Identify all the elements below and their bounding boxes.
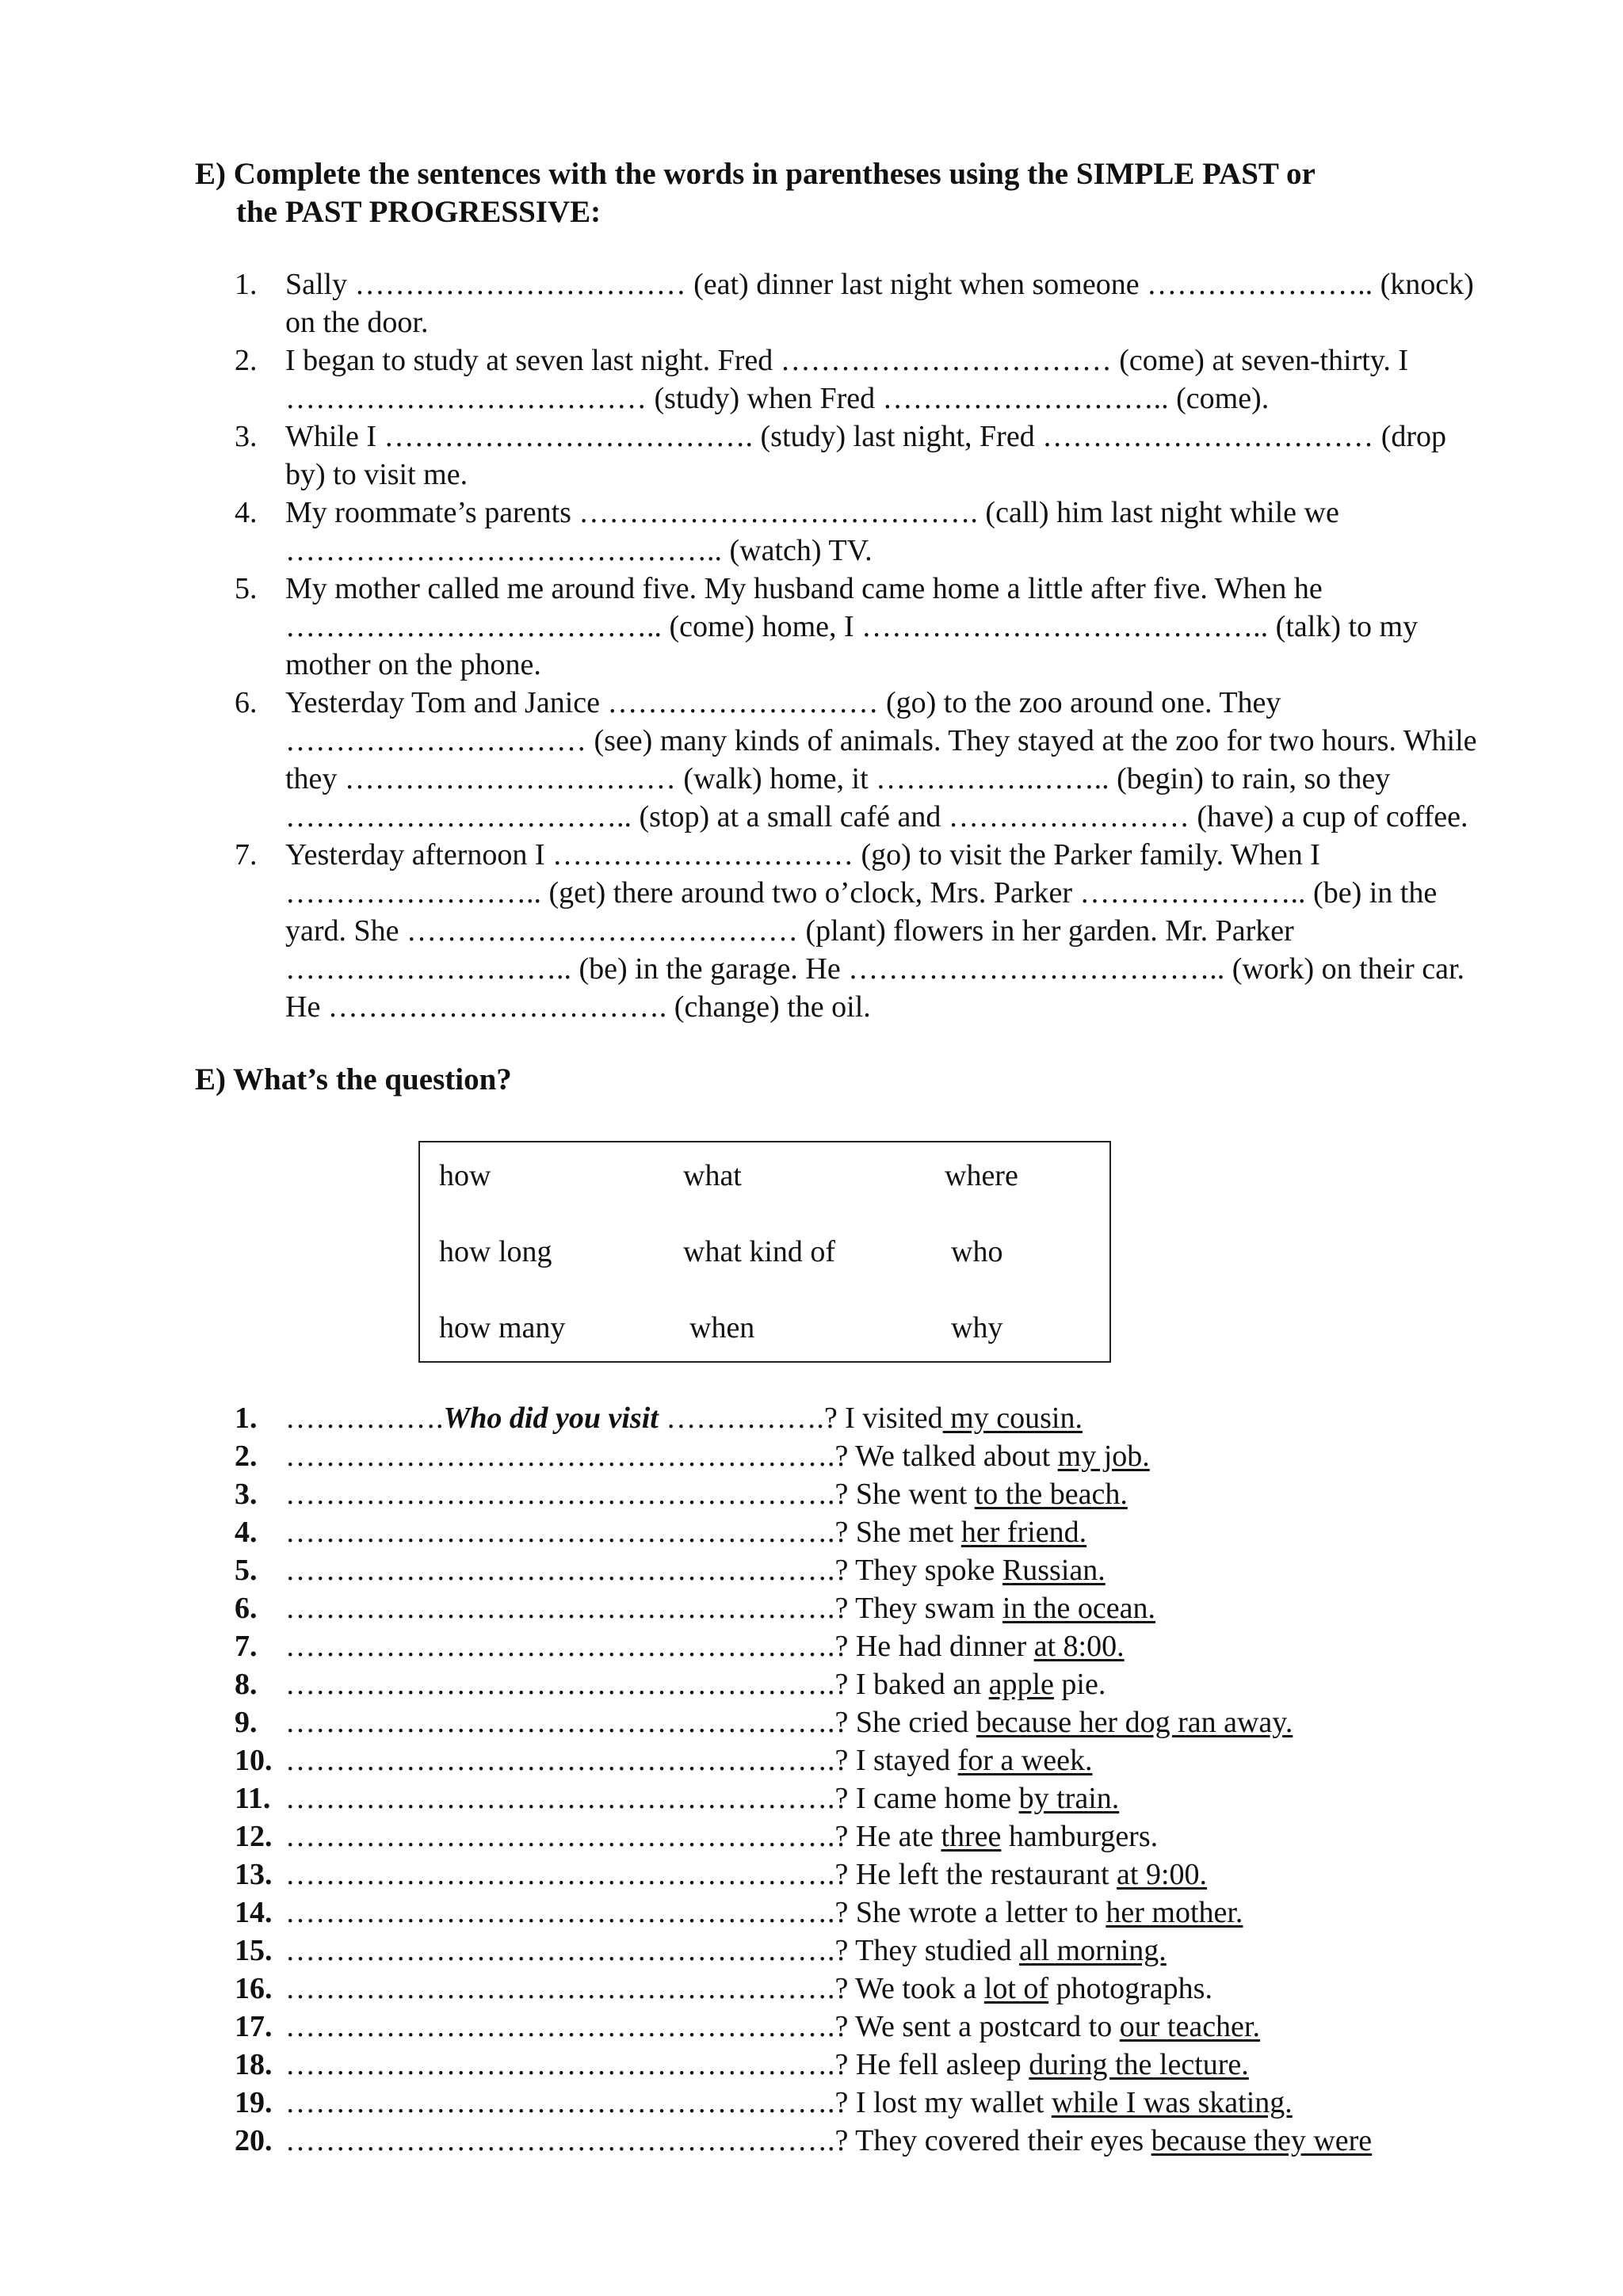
answer-blank: ………………………………………………. <box>285 1934 835 1967</box>
question-item <box>235 1513 1503 1551</box>
question-number: 5. <box>235 1554 258 1587</box>
sentence-item <box>235 341 1487 418</box>
question-item <box>235 1970 1503 2008</box>
question-number: 11. <box>235 1782 271 1815</box>
answer-blank: ………………………………………………. <box>285 1858 835 1891</box>
question-item <box>235 1665 1503 1703</box>
answer-text: ? They spoke <box>834 1554 1002 1587</box>
sentence-number: 1. <box>235 268 258 301</box>
answer-blank: ………………………………………………. <box>285 2124 835 2157</box>
question-item <box>235 1741 1503 1779</box>
question-item <box>235 1855 1503 1894</box>
word-what-kind-of: what kind of <box>683 1235 836 1268</box>
sentence-item <box>235 418 1487 494</box>
question-list <box>235 1399 1503 2160</box>
underlined-target: by train. <box>1018 1782 1120 1815</box>
underlined-target: Russian. <box>1002 1554 1106 1587</box>
question-number: 8. <box>235 1668 258 1701</box>
answer-text: ? I came home <box>834 1782 1019 1815</box>
answer-blank: ………………………………………………. <box>285 1630 835 1663</box>
section-heading-simple-past <box>195 155 1495 231</box>
answer-text: ? We took a <box>834 1972 984 2005</box>
answer-blank: ………………………………………………. <box>285 1782 835 1815</box>
answer-blank: ………………………………………………. <box>285 2048 835 2081</box>
answer-text: ? She went <box>834 1478 975 1511</box>
answer-text: ? They swam <box>834 1592 1002 1625</box>
sentence-number: 2. <box>235 344 258 377</box>
underlined-target: while I was skating. <box>1051 2086 1293 2119</box>
answer-text: ? He fell asleep <box>834 2048 1029 2081</box>
word-how-long: how long <box>439 1235 552 1268</box>
answer-text: ? We sent a postcard to <box>834 2010 1120 2043</box>
underlined-target: during the lecture. <box>1029 2048 1249 2081</box>
sentence-text: My mother called me around five. My husband came home a little after five. When he ……………………………….. (come) home, I ………………………………….. (talk) to my mother on the phone. <box>285 572 1419 681</box>
sentence-item <box>235 836 1487 1026</box>
word-why: why <box>951 1311 1003 1344</box>
word-who: who <box>951 1235 1003 1268</box>
answer-text: ? He left the restaurant <box>834 1858 1117 1891</box>
question-number: 12. <box>235 1820 273 1853</box>
heading-line-2: the PAST PROGRESSIVE: <box>236 195 601 229</box>
sentence-text: Sally …………………………… (eat) dinner last night when someone ………………….. (knock) on the door. <box>285 268 1474 339</box>
underlined-target: because they were <box>1151 2124 1373 2157</box>
question-item <box>235 2046 1503 2084</box>
question-item <box>235 1399 1503 1437</box>
word-where: where <box>945 1159 1018 1192</box>
sentence-text: Yesterday afternoon I ………………………… (go) to visit the Parker family. When I …………………….. (get) there around two o’clock, Mrs. Parker ………………….. (be) in the yard. She ………………………………… (plant) flowers in her garden. Mr. Parker ……………………….. (be) in the garage. He ……………………………….. (work) on their car. He ……………………………. (change) the oil. <box>285 838 1465 1024</box>
answer-suffix: photographs. <box>1048 1972 1212 2005</box>
answer-blank: ………………………………………………. <box>285 1440 835 1473</box>
underlined-target: her mother. <box>1106 1896 1243 1929</box>
answer-suffix: pie. <box>1053 1668 1106 1701</box>
question-number: 6. <box>235 1592 258 1625</box>
answer-text: ? I lost my wallet <box>834 2086 1052 2119</box>
sentence-number: 3. <box>235 420 258 453</box>
question-item <box>235 1932 1503 1970</box>
answer-text: ? She wrote a letter to <box>834 1896 1106 1929</box>
underlined-target: in the ocean. <box>1002 1592 1156 1625</box>
answer-blank: ………………………………………………. <box>285 1668 835 1701</box>
underlined-target: my cousin. <box>942 1402 1083 1435</box>
sentence-text: My roommate’s parents …………………………………. (call) him last night while we …………………………………….. (watch) TV. <box>285 496 1339 567</box>
question-number: 19. <box>235 2086 273 2119</box>
question-item <box>235 2084 1503 2122</box>
answer-text: ? He had dinner <box>834 1630 1034 1663</box>
question-number: 15. <box>235 1934 273 1967</box>
sentence-text: Yesterday Tom and Janice ……………………… (go) to the zoo around one. They ………………………… (see) many kinds of animals. They stayed at the zoo for two hours. While they …………………………… (walk) home, it …………….…….. (begin) to rain, so they …………………………….. (stop) at a small café and …………………… (have) a cup of coffee. <box>285 686 1477 833</box>
answer-blank: ………………………………………………. <box>285 1516 835 1549</box>
question-number: 16. <box>235 1972 273 2005</box>
answer-blank: ………………………………………………. <box>285 1896 835 1929</box>
answer-blank: ………………………………………………. <box>285 1744 835 1777</box>
question-item <box>235 1894 1503 1932</box>
question-item <box>235 1817 1503 1855</box>
question-item <box>235 1627 1503 1665</box>
question-item <box>235 1779 1503 1817</box>
answer-blank: ……………. <box>285 1402 444 1435</box>
underlined-target: for a week. <box>957 1744 1093 1777</box>
underlined-target: at 9:00. <box>1117 1858 1208 1891</box>
answer-blank: ………………………………………………. <box>285 1478 835 1511</box>
heading-line-1: E) Complete the sentences with the words in parentheses using the SIMPLE PAST or <box>195 157 1316 191</box>
underlined-target: apple <box>988 1668 1054 1701</box>
question-number: 17. <box>235 2010 273 2043</box>
word-when: when <box>689 1311 755 1344</box>
answer-text: ? I stayed <box>834 1744 958 1777</box>
answer-text: ? They covered their eyes <box>834 2124 1151 2157</box>
question-number: 20. <box>235 2124 273 2157</box>
question-number: 2. <box>235 1440 258 1473</box>
answer-blank: ………………………………………………. <box>285 2010 835 2043</box>
question-item <box>235 1551 1503 1589</box>
sentence-number: 7. <box>235 838 258 871</box>
underlined-target: her friend. <box>960 1516 1087 1549</box>
sentence-item <box>235 265 1487 341</box>
question-item <box>235 1475 1503 1513</box>
question-number: 10. <box>235 1744 273 1777</box>
answer-blank: ………………………………………………. <box>285 1706 835 1739</box>
question-number: 13. <box>235 1858 273 1891</box>
question-number: 9. <box>235 1706 258 1739</box>
question-item <box>235 2122 1503 2160</box>
answer-text: ? I baked an <box>834 1668 989 1701</box>
question-item <box>235 1703 1503 1741</box>
word-how-many: how many <box>439 1311 566 1344</box>
sentence-text: While I ………………………………. (study) last night, Fred …………………………… (drop by) to visit me. <box>285 420 1447 491</box>
example-question: Who did you visit <box>443 1402 659 1435</box>
sentence-text: I began to study at seven last night. Fred …………………………… (come) at seven-thirty. I ……………………………… (study) when Fred ……………………….. (come). <box>285 344 1408 415</box>
sentence-list <box>235 265 1487 1026</box>
underlined-target: to the beach. <box>974 1478 1128 1511</box>
sentence-number: 6. <box>235 686 258 719</box>
answer-blank: ………………………………………………. <box>285 1972 835 2005</box>
sentence-item <box>235 684 1487 836</box>
question-number: 14. <box>235 1896 273 1929</box>
question-item <box>235 1437 1503 1475</box>
answer-blank: ………………………………………………. <box>285 1554 835 1587</box>
question-item <box>235 1589 1503 1627</box>
answer-blank: ……………. <box>658 1402 824 1435</box>
answer-suffix: hamburgers. <box>1001 1820 1159 1853</box>
sentence-number: 4. <box>235 496 258 529</box>
underlined-target: my job. <box>1057 1440 1150 1473</box>
section-heading-question: E) What’s the question? <box>195 1062 512 1097</box>
sentence-item <box>235 494 1487 570</box>
question-number: 7. <box>235 1630 258 1663</box>
question-number: 4. <box>235 1516 258 1549</box>
answer-text: ? He ate <box>834 1820 941 1853</box>
answer-text: ? She cried <box>834 1706 976 1739</box>
answer-blank: ………………………………………………. <box>285 1592 835 1625</box>
underlined-target: our teacher. <box>1119 2010 1260 2043</box>
underlined-target: at 8:00. <box>1033 1630 1125 1663</box>
underlined-target: three <box>941 1820 1002 1853</box>
answer-text: ? She met <box>834 1516 961 1549</box>
question-item <box>235 2008 1503 2046</box>
answer-text: ? We talked about <box>834 1440 1058 1473</box>
sentence-number: 5. <box>235 572 258 605</box>
underlined-target: all morning. <box>1019 1934 1167 1967</box>
underlined-target: because her dog ran away. <box>976 1706 1293 1739</box>
question-number: 3. <box>235 1478 258 1511</box>
sentence-item <box>235 570 1487 684</box>
answer-text: ? They studied <box>834 1934 1020 1967</box>
question-number: 1. <box>235 1402 258 1435</box>
word-how: how <box>439 1159 491 1192</box>
word-what: what <box>683 1159 742 1192</box>
answer-text: ? I visited <box>823 1402 943 1435</box>
underlined-target: lot of <box>983 1972 1049 2005</box>
question-number: 18. <box>235 2048 273 2081</box>
answer-blank: ………………………………………………. <box>285 2086 835 2119</box>
question-word-box <box>418 1141 1111 1363</box>
answer-blank: ………………………………………………. <box>285 1820 835 1853</box>
